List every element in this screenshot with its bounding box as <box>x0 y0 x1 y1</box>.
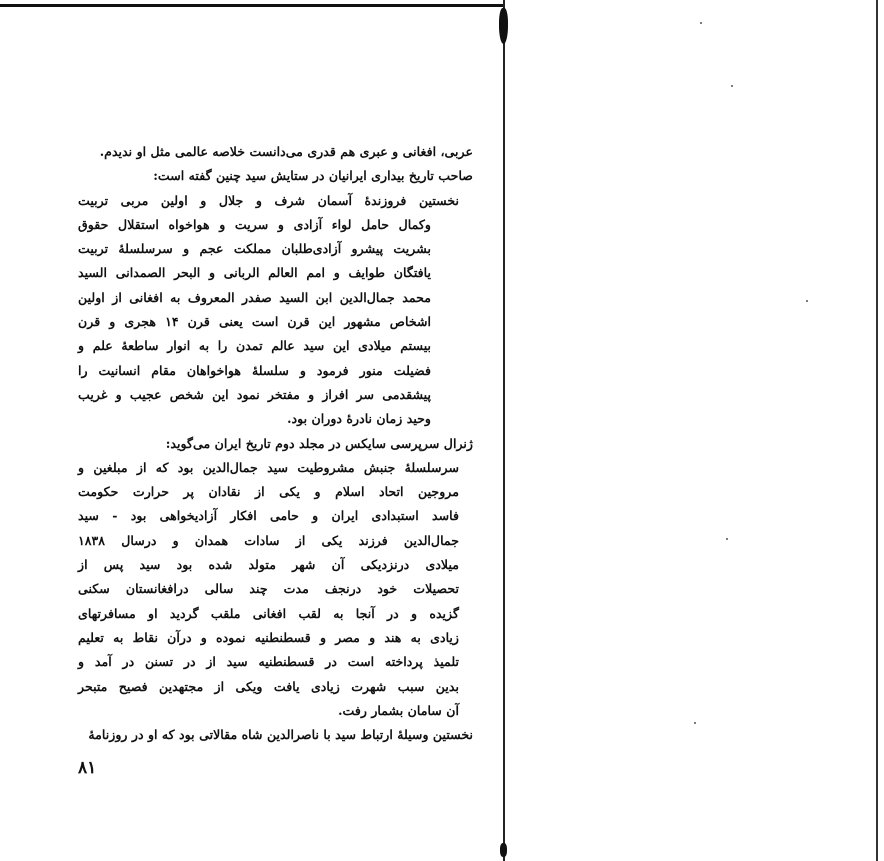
text-line-19: تحصیلات خود درنجف مدت چند سالی درافغانستان سکنی <box>78 581 459 597</box>
text-line-15: مروجین اتحاد اسلام و یکی از نقادان پر حرارت حکومت <box>78 484 459 500</box>
spine-shadow <box>503 0 505 861</box>
page-number: ۸۱ <box>78 758 97 778</box>
text-line-25: نخستین وسیلهٔ ارتباط سید با ناصرالدین شاه مقالاتی بود که او در روزنامهٔ <box>88 727 473 743</box>
text-line-22: تلمیذ پرداخته است در قسطنطنیه سید از در تسنن در آمد و <box>78 654 459 670</box>
text-line-7: محمد جمال‌الدین ابن السید صفدر المعروف به افغانی از اولین <box>78 289 431 305</box>
text-line-3: نخستین فروزندهٔ آسمان شرف و جلال و اولین مربی تربیت <box>78 192 459 208</box>
document-body <box>78 140 473 747</box>
book-spine <box>503 0 508 861</box>
text-line-14: سرسلسلهٔ جنبش مشروطیت سید جمال‌الدین بود که از مبلغین و <box>78 459 459 475</box>
scan-speck <box>700 22 702 24</box>
text-line-16: فاسد استبدادی ایران و حامی افکار آزادیخواهی بود - سید <box>78 508 459 524</box>
text-line-21: زیادی به هند و مصر و قسطنطنیه نموده و درآن نقاط به تعلیم <box>78 629 459 645</box>
text-line-1: عربی، افغانی و عبری هم قدری می‌دانست خلاصه عالمی مثل او ندیدم. <box>99 144 473 159</box>
text-line-12: وحید زمان نادرهٔ دوران بود. <box>287 411 431 427</box>
text-line-23: بدین سبب شهرت زیادی یافت ویکی از مجتهدین فصیح متبحر <box>78 678 459 694</box>
text-line-24: آن سامان بشمار رفت. <box>338 702 459 718</box>
scan-speck <box>726 538 728 540</box>
scan-speck <box>731 85 733 87</box>
text-line-17: جمال‌الدین فرزند یکی از سادات همدان و درسال ۱۸۳۸ <box>78 532 459 548</box>
top-rule <box>0 4 505 7</box>
page-edge <box>876 0 878 861</box>
section-heading-sykes: ژنرال سرپرسی سایکس در مجلد دوم تاریخ ایران می‌گوید: <box>165 435 473 451</box>
text-line-9: بیستم میلادی این سید عالم تمدن را به انوار ساطعهٔ علم و <box>78 338 431 354</box>
text-line-11: پیشقدمی سر افراز و مفتخر نمود این شخص عجیب و غریب <box>78 386 431 402</box>
text-line-8: اشخاص مشهور این قرن است یعنی قرن ۱۴ هجری و قرن <box>78 314 431 330</box>
section-heading-bidari: صاحب تاریخ بیداری ایرانیان در ستایش سید چنین گفته است: <box>153 168 473 184</box>
text-line-10: فضیلت منور فرمود و سلسلهٔ هواخواهان مقام انسانیت را <box>78 362 431 378</box>
spine-foot-mark <box>500 843 507 857</box>
scan-speck <box>694 722 696 724</box>
scan-speck <box>806 300 808 302</box>
text-line-5: بشریت پیشرو آزادی‌طلبان مملکت عجم و سرسلسلهٔ تربیت <box>78 241 431 257</box>
spine-binding-mark <box>499 8 508 44</box>
text-line-20: گزیده و در آنجا به لقب افغانی ملقب گردید او مسافرتهای <box>78 605 459 621</box>
text-line-18: میلادی درنزدیکی آن شهر متولد شده بود سید پس از <box>78 557 459 573</box>
text-line-6: یافتگان طوایف و امم العالم الربانی و البحر الصمدانی السید <box>78 265 431 281</box>
text-line-4: وکمال حامل لواء آزادی و سریت و هواخواه استقلال حقوق <box>78 216 431 232</box>
